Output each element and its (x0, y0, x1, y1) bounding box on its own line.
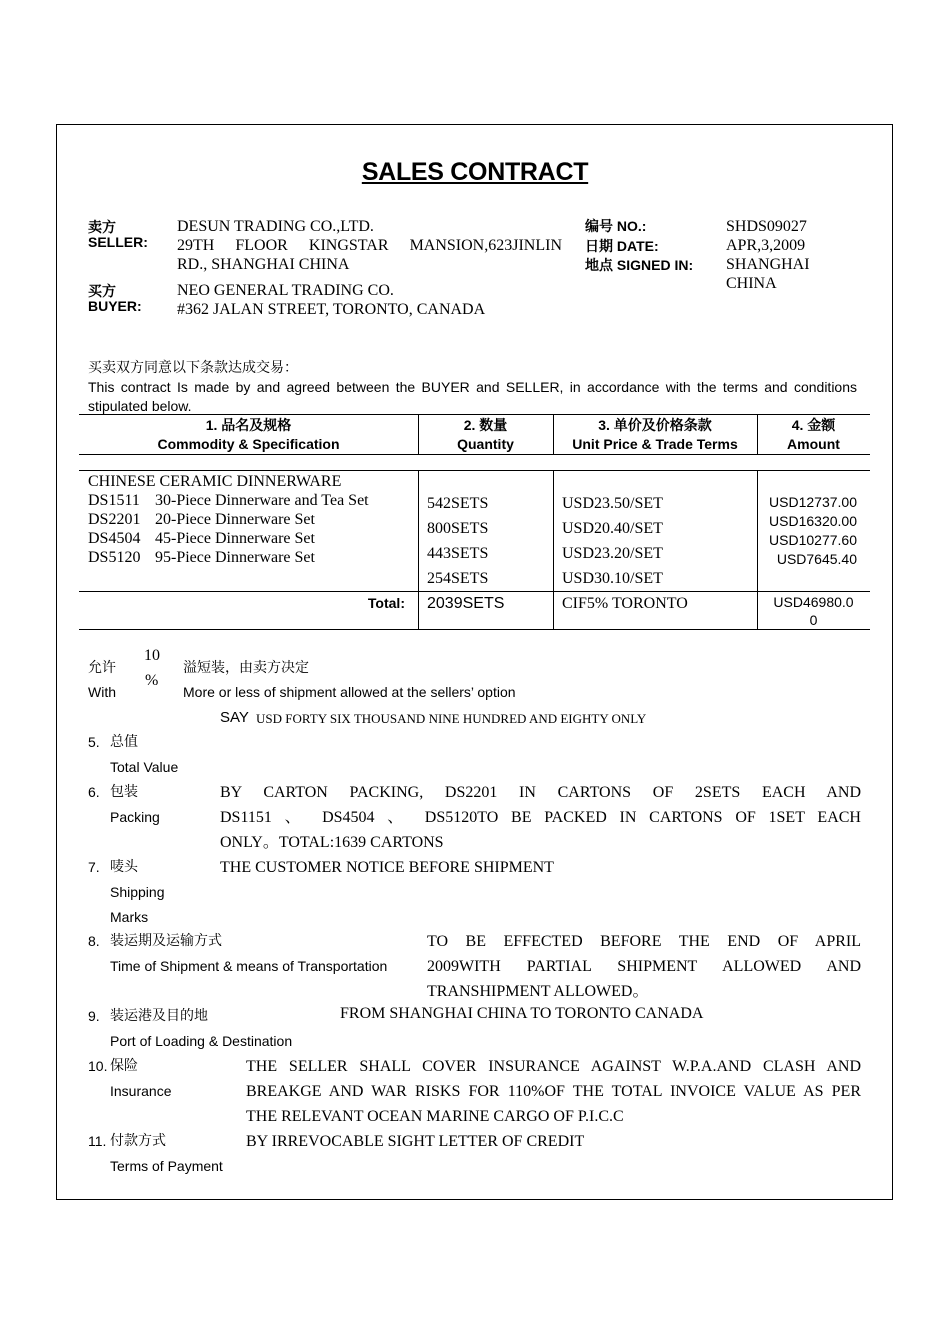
tolerance-en-suffix: More or less of shipment allowed at the sellers’ option (183, 684, 516, 700)
unit-price-value: USD23.50/SET (562, 495, 663, 512)
intro-cn: 买卖双方同意以下条款达成交易： (88, 361, 298, 376)
signed-in-value-1: SHANGHAI (726, 256, 810, 273)
table-bottom-border (79, 629, 870, 630)
date-label: 日期 DATE: (585, 238, 659, 254)
buyer-name: NEO GENERAL TRADING CO. (177, 282, 394, 299)
buyer-label-en: BUYER: (88, 298, 142, 314)
insurance-label-cn: 保险 (110, 1059, 138, 1074)
payment-label-en: Terms of Payment (110, 1158, 223, 1174)
total-trade-terms: CIF5% TORONTO (562, 595, 688, 612)
commodity-code: DS4504 (88, 530, 141, 547)
section-number: 7. (88, 859, 100, 875)
amount-value: USD12737.00 (769, 494, 857, 510)
header-quantity-cn: 2. 数量 (463, 417, 508, 433)
date-value: APR,3,2009 (726, 237, 806, 254)
port-text: FROM SHANGHAI CHINA TO TORONTO CANADA (340, 1005, 704, 1022)
seller-label-cn: 卖方 (88, 219, 116, 235)
total-amount-line2: 0 (809, 612, 818, 628)
packing-label-en: Packing (110, 809, 160, 825)
say-label: SAY (220, 709, 249, 726)
shipment-label-cn: 装运期及运输方式 (110, 934, 222, 949)
signed-in-value-2: CHINA (726, 275, 777, 292)
signed-in-label: 地点 SIGNED IN: (585, 257, 694, 273)
total-value-label-en: Total Value (110, 759, 179, 775)
insurance-line1: THE SELLER SHALL COVER INSURANCE AGAINST W.P.A.AND CLASH AND (246, 1058, 861, 1075)
amount-value: USD10277.60 (769, 532, 857, 548)
tolerance-percent-number: 10 (144, 647, 160, 664)
unit-price-value: USD30.10/SET (562, 570, 663, 587)
packing-line3: ONLY。TOTAL:1639 CARTONS (220, 834, 444, 851)
commodity-desc: 45-Piece Dinnerware Set (155, 530, 315, 547)
seller-address-line2: RD., SHANGHAI CHINA (177, 256, 350, 273)
quantity-value: 254SETS (427, 570, 489, 587)
total-label: Total: (367, 595, 405, 611)
header-price-cn: 3. 单价及价格条款 (598, 417, 712, 433)
payment-label-cn: 付款方式 (110, 1134, 166, 1149)
shipment-line2: 2009WITH PARTIAL SHIPMENT ALLOWED AND (427, 958, 861, 975)
seller-label-en: SELLER: (88, 234, 148, 250)
insurance-label-en: Insurance (110, 1083, 172, 1099)
marks-text: THE CUSTOMER NOTICE BEFORE SHIPMENT (220, 859, 554, 876)
insurance-line2: BREAKGE AND WAR RISKS FOR 110%OF THE TOTAL INVOICE VALUE AS PER (246, 1083, 861, 1100)
port-label-en: Port of Loading & Destination (110, 1033, 293, 1049)
section-number: 10. (88, 1058, 108, 1074)
shipment-line3: TRANSHIPMENT ALLOWED。 (427, 983, 649, 1000)
insurance-line3: THE RELEVANT OCEAN MARINE CARGO OF P.I.C.C (246, 1108, 624, 1125)
section-number: 6. (88, 784, 100, 800)
quantity-value: 800SETS (427, 520, 489, 537)
shipment-line1: TO BE EFFECTED BEFORE THE END OF APRIL (427, 933, 861, 950)
total-amount-line1: USD46980.0 (773, 594, 854, 610)
header-amount-cn: 4. 金额 (791, 417, 836, 433)
table-header-border (79, 454, 870, 455)
marks-label-cn: 唛头 (110, 860, 138, 875)
tolerance-cn-prefix: 允许 (88, 661, 116, 676)
quantity-value: 443SETS (427, 545, 489, 562)
seller-address-line1: 29TH FLOOR KINGSTAR MANSION,623JINLIN (177, 237, 562, 254)
col-divider (553, 470, 554, 629)
commodity-title: CHINESE CERAMIC DINNERWARE (88, 473, 342, 490)
buyer-label-cn: 买方 (88, 283, 116, 299)
amount-value: USD16320.00 (769, 513, 857, 529)
header-amount-en: Amount (787, 436, 840, 452)
quantity-value: 542SETS (427, 495, 489, 512)
page-title: SALES CONTRACT (361, 158, 589, 186)
header-quantity-en: Quantity (457, 436, 514, 452)
tolerance-cn-suffix: 溢短装，由卖方决定 (183, 661, 309, 676)
shipment-label-en: Time of Shipment & means of Transportation (110, 958, 388, 974)
amount-value: USD7645.40 (776, 551, 857, 567)
packing-line2: DS1151 、 DS4504 、 DS5120TO BE PACKED IN CARTONS OF 1SET EACH (220, 809, 861, 826)
commodity-code: DS5120 (88, 549, 141, 566)
commodity-code: DS2201 (88, 511, 141, 528)
marks-label-en-2: Marks (110, 909, 149, 925)
port-label-cn: 装运港及目的地 (110, 1009, 208, 1024)
section-number: 9. (88, 1008, 100, 1024)
tolerance-percent-sign: % (145, 672, 159, 689)
marks-label-en-1: Shipping (110, 884, 165, 900)
commodity-desc: 95-Piece Dinnerware Set (155, 549, 315, 566)
unit-price-value: USD20.40/SET (562, 520, 663, 537)
contract-no-label: 编号 NO.: (585, 218, 647, 234)
contract-no-value: SHDS09027 (726, 218, 807, 235)
section-number: 11. (88, 1133, 107, 1149)
commodity-desc: 30-Piece Dinnerware and Tea Set (155, 492, 369, 509)
intro-en-line2: stipulated below. (88, 398, 192, 414)
total-value-in-words: USD FORTY SIX THOUSAND NINE HUNDRED AND EIGHTY ONLY (256, 711, 647, 726)
header-commodity-en: Commodity & Specification (157, 436, 340, 452)
unit-price-value: USD23.20/SET (562, 545, 663, 562)
buyer-address: #362 JALAN STREET, TORONTO, CANADA (177, 301, 486, 318)
total-value-label-cn: 总值 (110, 735, 138, 750)
section-number: 5. (88, 734, 100, 750)
seller-name: DESUN TRADING CO.,LTD. (177, 218, 374, 235)
intro-en-line1: This contract Is made by and agreed between the BUYER and SELLER, in accordance with the terms and conditions (88, 379, 857, 395)
packing-line1: BY CARTON PACKING, DS2201 IN CARTONS OF 2SETS EACH AND (220, 784, 861, 801)
total-quantity: 2039SETS (427, 595, 505, 612)
col-divider (418, 470, 419, 629)
commodity-code: DS1511 (88, 492, 140, 509)
commodity-desc: 20-Piece Dinnerware Set (155, 511, 315, 528)
table-body-border (79, 470, 870, 471)
table-top-border (79, 414, 870, 415)
section-number: 8. (88, 933, 100, 949)
header-price-en: Unit Price & Trade Terms (572, 436, 738, 452)
payment-text: BY IRREVOCABLE SIGHT LETTER OF CREDIT (246, 1133, 585, 1150)
tolerance-en-prefix: With (88, 684, 116, 700)
packing-label-cn: 包装 (110, 785, 138, 800)
header-commodity-cn: 1. 品名及规格 (205, 417, 292, 433)
table-total-border (79, 591, 870, 592)
